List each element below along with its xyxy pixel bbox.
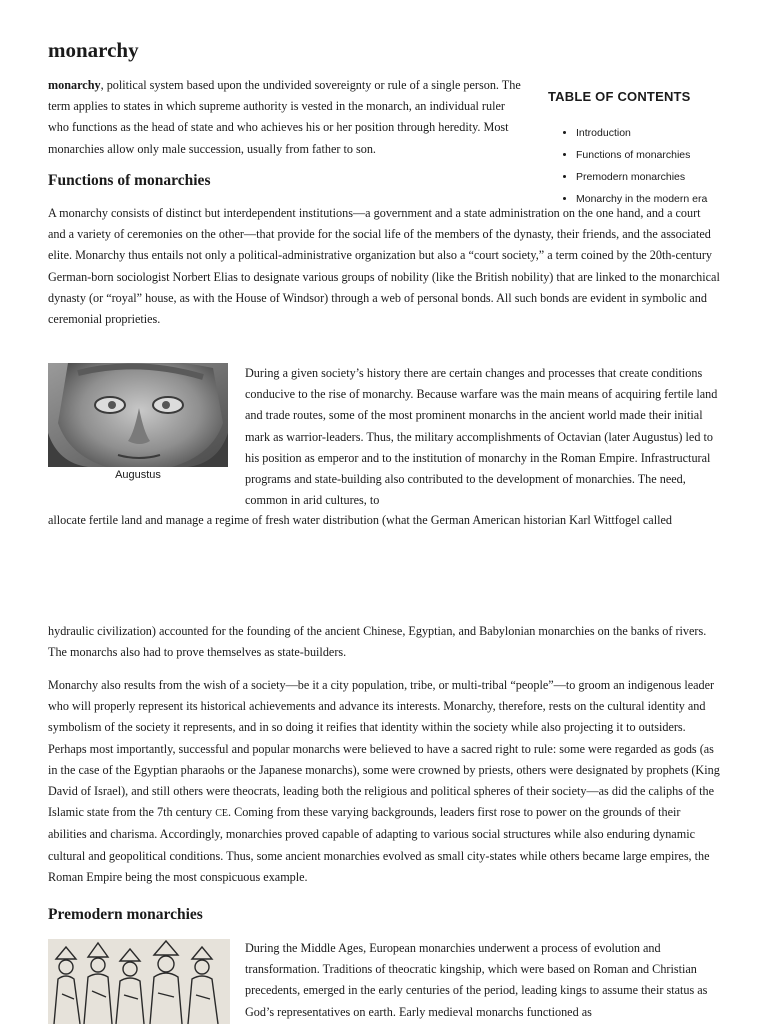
section-heading-functions: Functions of monarchies — [48, 172, 211, 189]
toc-item-functions[interactable] — [576, 144, 707, 166]
section-heading-premodern: Premodern monarchies — [48, 906, 203, 923]
medieval-manuscript-image — [48, 939, 230, 1024]
page-title: monarchy — [48, 38, 139, 62]
functions-paragraph-2-continued: hydraulic civilization) accounted for the founding of the ancient Chinese, Egyptian, and Babylonian monarchies on the banks of rivers. The monarchs also had to prove themselves as state-builders. — [48, 624, 707, 660]
intro-paragraph — [48, 75, 528, 160]
medieval-figure — [48, 939, 230, 1024]
premodern-paragraph-1: During the Middle Ages, European monarchies underwent a process of evolution and transformation. Traditions of theocratic kingship, which were based on Roman and Christian precedents, emerged in the early centuries of the period, leading kings to assume their status as God’s representatives on earth. Early medieval monarchs functioned as — [245, 941, 708, 1019]
augustus-bust-image — [48, 363, 228, 467]
table-of-contents — [560, 122, 707, 210]
toc-link-functions[interactable]: Functions of monarchies — [576, 149, 691, 161]
toc-item-premodern[interactable] — [576, 166, 707, 188]
intro-term: monarchy — [48, 78, 101, 92]
toc-heading: TABLE OF CONTENTS — [548, 89, 691, 104]
augustus-caption: Augustus — [115, 469, 161, 481]
functions-paragraph-2: During a given society’s history there are certain changes and processes that create conditions conducive to the rise of monarchy. Because warfare was the main means of acquiring fertile land and trade routes, some of the most prominent monarchs in the ancient world made their initial mark as warrior-leaders. Thus, the military accomplishments of Octavian (later Augustus) led to his position as emperor and to the institution of monarchy in the Roman Empire. Infrastructural programs and state-building also contributed to the development of monarchies. The need, common in arid cultures, to — [245, 366, 718, 508]
toc-link-premodern[interactable]: Premodern monarchies — [576, 171, 686, 183]
functions-paragraph-3-a: Monarchy also results from the wish of a society—be it a city population, tribe, or multi-tribal “people”—to groom an indigenous leader who will properly represent its historical achievements and advance its interests. Monarchy, therefore, rests on the cultural identity and symbolism of the society it represents, and in so doing it reifies that identity within the society while also projecting it to outsiders. Perhaps most importantly, successful and popular monarchs were believed to have a sacred right to rule: some were regarded as gods (as in the case of the Egyptian pharaohs or the Japanese monarchs), some were crowned by priests, others were designated by prophets (King David of Israel), and still others were theocrats, leading both the religious and political spheres of their society—as did the caliphs of the Islamic state from the 7th century — [48, 678, 720, 820]
toc-link-modern-era[interactable]: Monarchy in the modern era — [576, 193, 708, 205]
augustus-figure — [48, 363, 228, 467]
functions-paragraph-2-wrap: allocate fertile land and manage a regime of fresh water distribution (what the German American historian Karl Wittfogel called — [48, 513, 672, 527]
toc-item-introduction[interactable] — [576, 122, 707, 144]
toc-link-introduction[interactable]: Introduction — [576, 127, 631, 139]
intro-text: , political system based upon the undivided sovereignty or rule of a single person. The term applies to states in which supreme authority is vested in the monarch, an individual ruler who functions as the head of state and who achieves his or her position through heredity. Most monarchies allow only male succession, usually from father to son. — [48, 78, 521, 156]
functions-paragraph-1: A monarchy consists of distinct but interdependent institutions—a government and a state administration on the one hand, and a court and a variety of ceremonies on the other—that provide for the social life of the members of the dynasty, their friends, and the associated elite. Monarchy thus entails not only a political-administrative organization but also a “court society,” a term coined by the 20th-century German-born sociologist Norbert Elias to designate various groups of nobility (like the British nobility) that are linked to the monarchical dynasty (or “royal” house, as with the House of Windsor) through a web of personal bonds. All such bonds are evident in symbolic and ceremonial proprieties. — [48, 206, 720, 327]
functions-paragraph-3 — [48, 675, 720, 888]
functions-paragraph-3-b: . Coming from these varying backgrounds, leaders first rose to power on the grounds of their abilities and charisma. Accordingly, monarchies proved capable of adapting to various social structures while also enduring dynamic cultural and geopolitical conditions. Thus, some ancient monarchies evolved as small city-states while others became large empires, the Roman Empire being the most conspicuous example. — [48, 805, 710, 884]
era-label: CE — [215, 808, 228, 820]
